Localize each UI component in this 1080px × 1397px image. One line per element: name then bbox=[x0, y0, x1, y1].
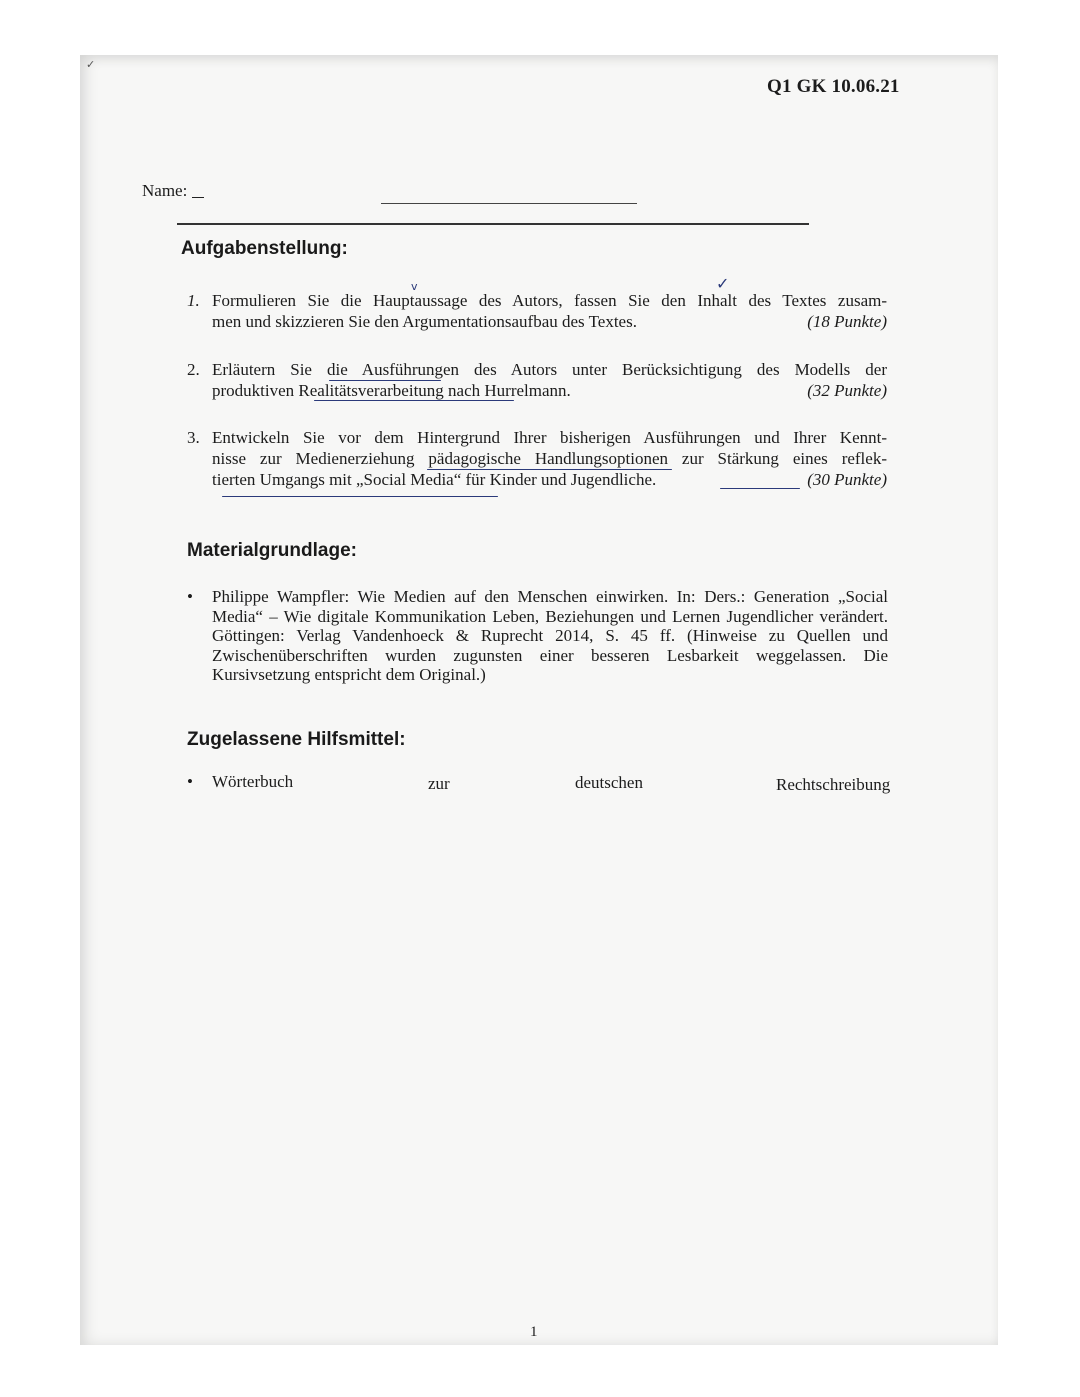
task-points: (32 Punkte) bbox=[807, 381, 887, 400]
name-label: Name: bbox=[142, 181, 188, 200]
task-number: 3. bbox=[187, 428, 200, 447]
hilfsmittel-word: Wörterbuch bbox=[212, 772, 294, 791]
pen-underline bbox=[427, 469, 672, 470]
task-points: (18 Punkte) bbox=[807, 312, 887, 331]
page-number: 1 bbox=[530, 1324, 538, 1340]
name-entry-line bbox=[381, 203, 637, 204]
material-item bbox=[187, 587, 888, 685]
materialgrundlage-heading: Materialgrundlage: bbox=[187, 540, 357, 561]
hilfsmittel-word: Rechtschreibung bbox=[776, 775, 891, 794]
pen-check-mark: ✓ bbox=[716, 274, 730, 293]
pen-underline bbox=[314, 400, 514, 401]
material-source-text: Philippe Wampfler: Wie Medien auf den Menschen einwirken. In: Ders.: Generation „Social Media“ – Wie digitale Kommunikation Leben, Beziehungen und Lernen Jugendlicher verändert. Göttingen: Verlag Vandenhoeck & Ruprecht 2014, S. 45 ff. (Hinweise zu Quellen und Zwischenüberschriften wurden zugunsten einer besseren Lesbarkeit weggelassen. Die Kursivsetzung entspricht dem Original.) bbox=[212, 587, 888, 684]
task-line-text: tierten Umgangs mit „Social Media“ für Kinder und Jugendliche. bbox=[212, 470, 657, 489]
bullet: • bbox=[187, 587, 193, 606]
task-points: (30 Punkte) bbox=[807, 470, 887, 489]
task-number: 2. bbox=[187, 360, 200, 379]
aufgabenstellung-heading: Aufgabenstellung: bbox=[181, 238, 348, 259]
task-line bbox=[212, 311, 887, 332]
pen-underline bbox=[329, 380, 441, 381]
task-number: 1. bbox=[187, 291, 200, 310]
task-line-text: men und skizzieren Sie den Argumentationsaufbau des Textes. bbox=[212, 312, 637, 331]
task-line-text: produktiven Realitätsverarbeitung nach Hurrelmann. bbox=[212, 381, 571, 400]
hilfsmittel-word: deutschen bbox=[575, 773, 643, 792]
corner-check-mark: ✓ bbox=[86, 58, 96, 71]
task-line: Formulieren Sie die Hauptaussage des Autors, fassen Sie den Inhalt des Textes zusam- bbox=[212, 291, 887, 310]
hilfsmittel-word: zur bbox=[428, 774, 450, 793]
pen-underline bbox=[720, 488, 800, 489]
course-date-header: Q1 GK 10.06.21 bbox=[767, 76, 900, 97]
task-line: Entwickeln Sie vor dem Hintergrund Ihrer bisherigen Ausführungen und Ihrer Kennt- bbox=[212, 428, 887, 447]
header-divider bbox=[177, 223, 809, 225]
task-2 bbox=[187, 359, 887, 401]
name-underscore bbox=[192, 197, 204, 198]
pen-underline bbox=[222, 496, 498, 497]
task-1 bbox=[187, 290, 887, 332]
task-line bbox=[212, 469, 887, 490]
hilfsmittel-heading: Zugelassene Hilfsmittel: bbox=[187, 729, 406, 750]
task-line: nisse zur Medienerziehung pädagogische Handlungsoptionen zur Stärkung eines reflek- bbox=[212, 449, 887, 468]
pen-check-mark: v bbox=[411, 280, 418, 293]
bullet: • bbox=[187, 772, 193, 791]
task-line: Erläutern Sie die Ausführungen des Autors unter Berücksichtigung des Modells der bbox=[212, 360, 887, 379]
task-3 bbox=[187, 427, 887, 490]
task-line bbox=[212, 380, 887, 401]
